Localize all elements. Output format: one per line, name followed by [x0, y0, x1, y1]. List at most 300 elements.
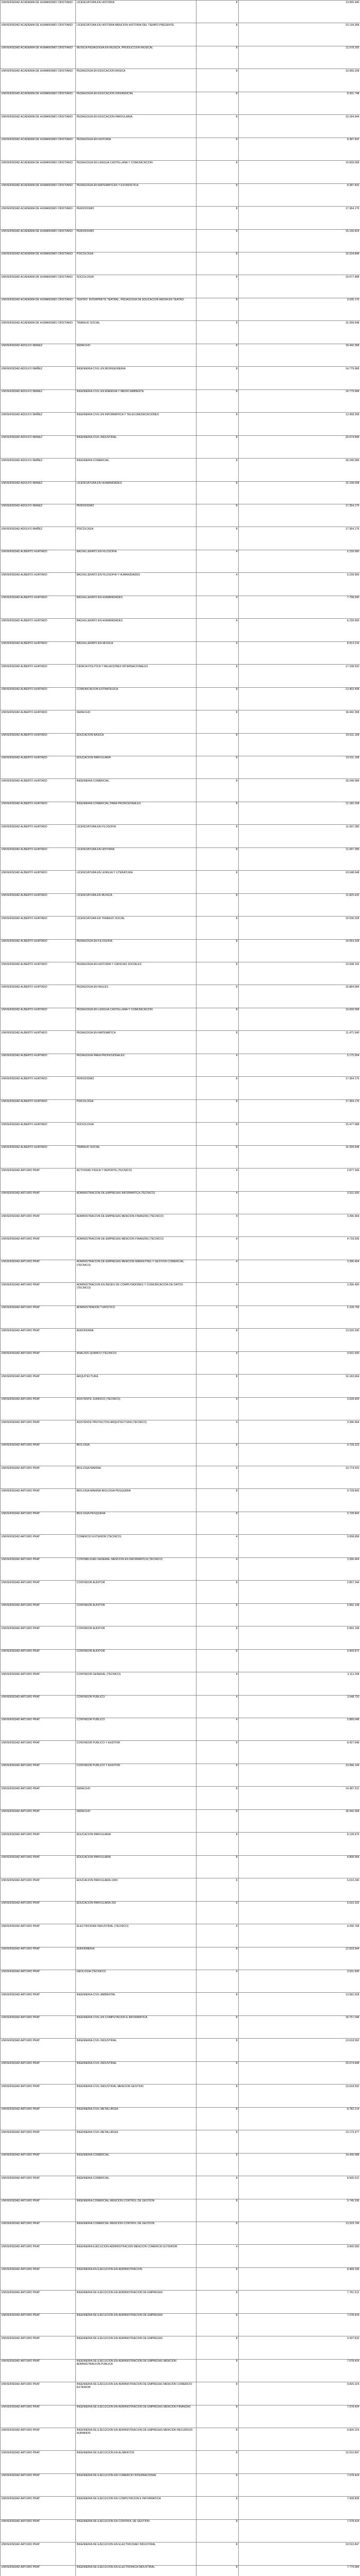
tuition-cell: 9.820.224 — [239, 2428, 360, 2451]
program-cell: INGENIERIA CIVIL EN BIOINGENIERIA — [76, 367, 197, 389]
tuition-cell: 9.909.872 — [239, 1649, 360, 1672]
program-cell: INGENIERIA COMERCIAL MENCION CONTROL DE GESTION — [76, 2199, 197, 2222]
table-row — [1, 69, 360, 92]
program-cell: CONTADOR AUDITOR — [76, 1581, 197, 1603]
duration-cell: 8 — [197, 1809, 239, 1832]
tuition-cell: 6.610.332 — [239, 1901, 360, 1924]
table-row — [1, 1145, 360, 1168]
tuition-cell: 8.808.584 — [239, 1855, 360, 1878]
institution-cell: UNIVERSIDAD ARTURO PRAT — [1, 1809, 76, 1832]
tuition-cell: 11.471.640 — [239, 1031, 360, 1054]
program-cell: AGRONOMIA — [76, 1329, 197, 1351]
program-cell: INGENIERIA DE EJECUCION EN ADMINISTRACION DE EMPRESAS MENCION FINANZAS — [76, 2405, 197, 2428]
institution-cell: UNIVERSIDAD ALBERTO HURTADO — [1, 871, 76, 893]
duration-cell: 8 — [197, 298, 239, 320]
program-cell: ACTIVIDAD FISICA Y DEPORTE (TECNICO) — [76, 1168, 197, 1191]
program-cell: INGENIERIA CIVIL EN ENERGIA Y MEDIO AMBIENTE — [76, 389, 197, 412]
program-cell: PEDAGOGIA EN EDUCACION DIFERENCIAL — [76, 92, 197, 114]
duration-cell: 8 — [197, 1145, 239, 1168]
institution-cell: UNIVERSIDAD ARTURO PRAT — [1, 2130, 76, 2153]
institution-cell: UNIVERSIDAD ARTURO PRAT — [1, 1787, 76, 1809]
institution-cell: UNIVERSIDAD ADOLFO IBAÑEZ — [1, 481, 76, 504]
program-cell: ADMINISTRADOR TURISTICO — [76, 1306, 197, 1328]
table-row — [1, 710, 360, 733]
table-row — [1, 1237, 360, 1260]
institution-cell: UNIVERSIDAD ARTURO PRAT — [1, 2291, 76, 2313]
table-row — [1, 1878, 360, 1901]
tuition-cell: 15.150.824 — [239, 229, 360, 252]
institution-cell: UNIVERSIDAD ALBERTO HURTADO — [1, 710, 76, 733]
duration-cell: 8 — [197, 413, 239, 435]
table-row — [1, 2130, 360, 2153]
table-row — [1, 2199, 360, 2222]
institution-cell: UNIVERSIDAD ADOLFO IBAÑEZ — [1, 367, 76, 389]
duration-cell: 8 — [197, 2405, 239, 2428]
program-cell: BIOLOGIA MARINA-BIOLOGIA PESQUERA — [76, 1489, 197, 1512]
tuition-cell: 6.610.240 — [239, 1878, 360, 1901]
duration-cell: 4 — [197, 1054, 239, 1076]
institution-cell: UNIVERSIDAD ADOLFO IBAÑEZ — [1, 459, 76, 481]
duration-cell: 8 — [197, 2543, 239, 2565]
table-row — [1, 1031, 360, 1054]
duration-cell: 8 — [197, 2153, 239, 2176]
table-row — [1, 2153, 360, 2176]
duration-cell: 4 — [197, 2245, 239, 2267]
duration-cell: 8 — [197, 2519, 239, 2542]
duration-cell: 8 — [197, 1466, 239, 1489]
tuition-cell: 20.674.848 — [239, 435, 360, 458]
tuition-cell: 18.442.368 — [239, 1809, 360, 1832]
duration-cell: 8 — [197, 1489, 239, 1512]
duration-cell: 8 — [197, 527, 239, 550]
tuition-cell: 8.468.296 — [239, 2267, 360, 2290]
program-cell: BACHILLERATO EN MUSICA — [76, 641, 197, 664]
program-cell: CONTABILIDAD GENERAL MENCION EN INFORMATICA (TECNICO) — [76, 1557, 197, 1580]
table-row — [1, 207, 360, 229]
program-cell: INGENIERIA EN EJECUCION EN ADMINISTRACION — [76, 2267, 197, 2290]
duration-cell: 8 — [197, 2336, 239, 2359]
duration-cell: 8 — [197, 1077, 239, 1099]
program-cell: ANALISIS QUIMICO (TECNICO) — [76, 1351, 197, 1374]
tuition-cell: 9.745.336 — [239, 2199, 360, 2222]
institution-cell: UNIVERSIDAD ACADEMIA DE HUMANISMO CRISTIANO — [1, 229, 76, 252]
table-row — [1, 1672, 360, 1695]
institution-cell: UNIVERSIDAD ALBERTO HURTADO — [1, 893, 76, 916]
tuition-cell: 10.609.568 — [239, 161, 360, 183]
program-cell: ADMINISTRACION DE EMPRESAS MENCION FINANZAS (TECNICO) — [76, 1237, 197, 1260]
program-cell: PEDAGOGIA EN MATEMATICA — [76, 1031, 197, 1054]
program-cell: PERIODISMO — [76, 1077, 197, 1099]
institution-cell: UNIVERSIDAD ARTURO PRAT — [1, 2267, 76, 2290]
table-row — [1, 2359, 360, 2382]
table-row — [1, 459, 360, 481]
table-row — [1, 1077, 360, 1099]
program-cell: COMUNICACION ESTRATEGICA — [76, 687, 197, 710]
program-cell: CIENCIA POLITICA Y RELACIONES INTERNACIONALES — [76, 665, 197, 687]
duration-cell: 8 — [197, 1099, 239, 1122]
institution-cell: UNIVERSIDAD ALBERTO HURTADO — [1, 1077, 76, 1099]
program-cell: PERIODISMO — [76, 504, 197, 527]
tuition-cell: 14.430.088 — [239, 2153, 360, 2176]
institution-cell: UNIVERSIDAD ARTURO PRAT — [1, 1420, 76, 1443]
tuition-cell: 3.531.600 — [239, 1351, 360, 1374]
table-row — [1, 2473, 360, 2496]
tuition-cell: 9.728.223 — [239, 1443, 360, 1466]
tuition-cell: 17.108.520 — [239, 665, 360, 687]
tuition-cell: 7.779.584 — [239, 2565, 360, 2576]
institution-cell: UNIVERSIDAD ALBERTO HURTADO — [1, 619, 76, 641]
duration-cell: 8 — [197, 1649, 239, 1672]
program-cell: CONTADOR PUBLICO — [76, 1718, 197, 1740]
table-row — [1, 1626, 360, 1649]
duration-cell: 8 — [197, 46, 239, 69]
institution-cell: UNIVERSIDAD ALBERTO HURTADO — [1, 962, 76, 985]
program-cell: PERIODISMO — [76, 207, 197, 229]
duration-cell: 4 — [197, 1970, 239, 1992]
tuition-cell: 10.184.944 — [239, 115, 360, 138]
institution-cell: UNIVERSIDAD ARTURO PRAT — [1, 2199, 76, 2222]
duration-cell: 8 — [197, 23, 239, 46]
table-row — [1, 2336, 360, 2359]
program-cell: SOCIOLOGIA — [76, 275, 197, 298]
tuition-cell: 18.757.048 — [239, 2015, 360, 2038]
table-row — [1, 1466, 360, 1489]
tuition-cell: 3.396.464 — [239, 1260, 360, 1282]
table-row — [1, 871, 360, 893]
institution-cell: UNIVERSIDAD ACADEMIA DE HUMANISMO CRISTIANO — [1, 298, 76, 320]
tuition-cell: 11.825.632 — [239, 893, 360, 916]
duration-cell: 8 — [197, 1581, 239, 1603]
table-row — [1, 1970, 360, 1992]
institution-cell: UNIVERSIDAD ARTURO PRAT — [1, 1855, 76, 1878]
institution-cell: UNIVERSIDAD ACADEMIA DE HUMANISMO CRISTIANO — [1, 92, 76, 114]
program-cell: LICENCIATURA EN HISTORIA — [76, 848, 197, 870]
institution-cell: UNIVERSIDAD ARTURO PRAT — [1, 1512, 76, 1534]
program-cell: INGENIERIA CIVIL METALURGIA — [76, 2130, 197, 2153]
institution-cell: UNIVERSIDAD ARTURO PRAT — [1, 1718, 76, 1740]
institution-cell: UNIVERSIDAD ALBERTO HURTADO — [1, 1031, 76, 1054]
duration-cell: 8 — [197, 1123, 239, 1145]
table-row — [1, 2245, 360, 2267]
program-cell: INGENIERIA DE EJECUCION EN ADMINISTRACION DE EMPRESAS MENCION ADMINISTRACION PUBLICA — [76, 2359, 197, 2382]
duration-cell: 8 — [197, 985, 239, 1008]
table-row — [1, 1695, 360, 1718]
duration-cell: 8 — [197, 138, 239, 160]
table-row — [1, 1375, 360, 1397]
program-cell: ADMINISTRACION DE EMPRESAS INFORMATICA (TECNICO) — [76, 1191, 197, 1214]
tuition-cell: 15.477.688 — [239, 1123, 360, 1145]
institution-cell: UNIVERSIDAD ARTURO PRAT — [1, 2473, 76, 2496]
tuition-cell: 9.030.176 — [239, 298, 360, 320]
program-cell: PEDAGOGIA EN LENGUA CASTELLANA Y COMUNICACION — [76, 1008, 197, 1030]
institution-cell: UNIVERSIDAD ARTURO PRAT — [1, 1581, 76, 1603]
table-row — [1, 1993, 360, 2015]
duration-cell: 4 — [197, 573, 239, 596]
table-row — [1, 389, 360, 412]
program-cell: LICENCIATURA EN LENGUA Y LITERATURA — [76, 871, 197, 893]
institution-cell: UNIVERSIDAD ALBERTO HURTADO — [1, 756, 76, 778]
table-row — [1, 115, 360, 138]
program-cell: PEDAGOGIA EN HISTORIA — [76, 138, 197, 160]
duration-cell: 8 — [197, 2130, 239, 2153]
tuition-cell: 5.889.048 — [239, 1718, 360, 1740]
tuition-cell: 11.697.280 — [239, 848, 360, 870]
table-row — [1, 802, 360, 824]
table-row — [1, 1901, 360, 1924]
duration-cell: 8 — [197, 2039, 239, 2061]
tuition-cell: 15.108.008 — [239, 481, 360, 504]
program-cell: TRABAJO SOCIAL — [76, 1145, 197, 1168]
duration-cell: 8 — [197, 389, 239, 412]
table-row — [1, 1764, 360, 1786]
institution-cell: UNIVERSIDAD ARTURO PRAT — [1, 1626, 76, 1649]
duration-cell: 8 — [197, 1855, 239, 1878]
program-cell: INGENIERIA DE EJECUCION EN ELECTRICIDAD INDUSTRIAL — [76, 2543, 197, 2565]
program-cell: SOCIOLOGIA — [76, 1123, 197, 1145]
institution-cell: UNIVERSIDAD ACADEMIA DE HUMANISMO CRISTIANO — [1, 275, 76, 298]
duration-cell: 8 — [197, 802, 239, 824]
program-cell: DERECHO — [76, 344, 197, 366]
tuition-cell: 14.577.488 — [239, 275, 360, 298]
institution-cell: UNIVERSIDAD ARTURO PRAT — [1, 2153, 76, 2176]
table-row — [1, 527, 360, 550]
duration-cell: 8 — [197, 2061, 239, 2084]
tuition-cell: 16.399.648 — [239, 321, 360, 344]
program-cell: PEDAGOGIA PARA PROFESIONALES — [76, 1054, 197, 1076]
duration-cell: 8 — [197, 2199, 239, 2222]
table-row — [1, 687, 360, 710]
tuition-cell: 10.510.847 — [239, 2543, 360, 2565]
duration-cell: 8 — [197, 2451, 239, 2473]
duration-cell: 8 — [197, 161, 239, 183]
institution-cell: UNIVERSIDAD ARTURO PRAT — [1, 1649, 76, 1672]
table-row — [1, 252, 360, 275]
table-row — [1, 1099, 360, 1122]
program-cell: INGENIERIA CIVIL INDUSTRIAL — [76, 435, 197, 458]
duration-cell: 4 — [197, 1237, 239, 1260]
program-cell: CONTADOR AUDITOR — [76, 1603, 197, 1626]
tuition-cell: 11.578.255 — [239, 46, 360, 69]
institution-cell: UNIVERSIDAD ARTURO PRAT — [1, 1764, 76, 1786]
duration-cell: 8 — [197, 2382, 239, 2405]
duration-cell: 8 — [197, 756, 239, 778]
table-row — [1, 2565, 360, 2576]
duration-cell: 4 — [197, 1168, 239, 1191]
program-cell: INGENIERIA DE EJECUCION EN ADMINISTRACION DE EMPRESAS — [76, 2336, 197, 2359]
duration-cell: 8 — [197, 1031, 239, 1054]
tuition-cell: 16.183.664 — [239, 1375, 360, 1397]
institution-cell: UNIVERSIDAD ALBERTO HURTADO — [1, 917, 76, 939]
table-row — [1, 2543, 360, 2565]
table-row — [1, 1, 360, 23]
program-cell: INGENIERIA CIVIL EN COMPUTACION E INFORMATICA — [76, 2015, 197, 2038]
table-row — [1, 962, 360, 985]
table-row — [1, 733, 360, 756]
program-cell: ASISTENTE PROYECTOS ARQUITECTURA (TECNICO) — [76, 1420, 197, 1443]
table-row — [1, 2015, 360, 2038]
table-row — [1, 917, 360, 939]
program-cell: PEDAGOGIA EN EDUCACION BASICA — [76, 69, 197, 92]
institution-cell: UNIVERSIDAD ADOLFO IBAÑEZ — [1, 344, 76, 366]
institution-cell: UNIVERSIDAD ACADEMIA DE HUMANISMO CRISTIANO — [1, 115, 76, 138]
tuition-cell: 10.609.568 — [239, 1008, 360, 1030]
institution-cell: UNIVERSIDAD ARTURO PRAT — [1, 2084, 76, 2107]
tuition-cell: 12.818.944 — [239, 1947, 360, 1970]
duration-cell: 8 — [197, 2473, 239, 2496]
program-cell: INGENIERIA COMERCIAL — [76, 2153, 197, 2176]
tuition-cell: 6.239.960 — [239, 619, 360, 641]
program-cell: EDUCACION BASICA — [76, 733, 197, 756]
duration-cell: 8 — [197, 2176, 239, 2199]
table-row — [1, 435, 360, 458]
duration-cell: 8 — [197, 1, 239, 23]
duration-cell: 8 — [197, 459, 239, 481]
program-cell: PERIODISMO — [76, 229, 197, 252]
table-row — [1, 2382, 360, 2405]
duration-cell: 4 — [197, 1420, 239, 1443]
tuition-cell: 9.820.224 — [239, 2382, 360, 2405]
program-cell: INGENIERIA DE EJECUCION EN CONTROL DE GESTION — [76, 2519, 197, 2542]
institution-cell: UNIVERSIDAD ARTURO PRAT — [1, 1489, 76, 1512]
program-cell: PEDAGOGIA EN HISTORIA Y CIENCIAS SOCIALES — [76, 962, 197, 985]
institution-cell: UNIVERSIDAD ARTURO PRAT — [1, 2405, 76, 2428]
program-cell: EDUCACION PARVULARIA — [76, 1833, 197, 1855]
tuition-cell: 18.240.584 — [239, 459, 360, 481]
table-row — [1, 1718, 360, 1740]
duration-cell: 4 — [197, 1695, 239, 1718]
duration-cell: 4 — [197, 619, 239, 641]
table-row — [1, 2519, 360, 2542]
table-row — [1, 413, 360, 435]
table-row — [1, 1535, 360, 1557]
table-row — [1, 1581, 360, 1603]
table-row — [1, 2428, 360, 2451]
tuition-cell: 3.396.464 — [239, 1420, 360, 1443]
program-cell: TEATRO: INTERPRETE TEATRAL, PEDAGOGIA DE EDUCACION MEDIA EN TEATRO — [76, 298, 197, 320]
table-row — [1, 641, 360, 664]
tuition-cell: 3.628.400 — [239, 1397, 360, 1420]
duration-cell: 4 — [197, 1283, 239, 1306]
program-cell: LICENCIATURA EN HUMANIDADES — [76, 481, 197, 504]
institution-cell: UNIVERSIDAD ALBERTO HURTADO — [1, 550, 76, 572]
table-row — [1, 2039, 360, 2061]
table-row — [1, 1741, 360, 1764]
tuition-cell: 11.182.208 — [239, 802, 360, 824]
institution-cell: UNIVERSIDAD ALBERTO HURTADO — [1, 779, 76, 802]
table-row — [1, 893, 360, 916]
program-cell: MUSICA PEDAGOGIA EN MUSICA, PRODUCCION MUSICAL — [76, 46, 197, 69]
program-cell: INGENIERIA CIVIL METALURGIA — [76, 2107, 197, 2130]
table-row — [1, 2405, 360, 2428]
table-row — [1, 1054, 360, 1076]
institution-cell: UNIVERSIDAD ARTURO PRAT — [1, 1878, 76, 1901]
institution-cell: UNIVERSIDAD ARTURO PRAT — [1, 1970, 76, 1992]
tuition-cell: 7.798.640 — [239, 596, 360, 618]
duration-cell: 8 — [197, 1512, 239, 1534]
program-cell: LICENCIATURA EN HISTORIA MENCION HISTORIA DEL TIEMPO PRESENTE — [76, 23, 197, 46]
institution-cell: UNIVERSIDAD ACADEMIA DE HUMANISMO CRISTIANO — [1, 161, 76, 183]
duration-cell: 8 — [197, 275, 239, 298]
tuition-cell: 14.779.968 — [239, 367, 360, 389]
program-cell: CONTADOR GENERAL (TECNICO) — [76, 1672, 197, 1695]
table-row — [1, 619, 360, 641]
tuition-cell: 10.048.648 — [239, 871, 360, 893]
tuition-cell: 3.658.808 — [239, 1535, 360, 1557]
table-row — [1, 1489, 360, 1512]
institution-cell: UNIVERSIDAD ADOLFO IBAÑEZ — [1, 527, 76, 550]
duration-cell: 4 — [197, 596, 239, 618]
institution-cell: UNIVERSIDAD ARTURO PRAT — [1, 1695, 76, 1718]
duration-cell: 4 — [197, 1672, 239, 1695]
table-row — [1, 939, 360, 962]
tuition-cell: 5.228.768 — [239, 1306, 360, 1328]
institution-cell: UNIVERSIDAD ARTURO PRAT — [1, 1283, 76, 1306]
tuition-cell: 8.128.576 — [239, 1833, 360, 1855]
table-row — [1, 46, 360, 69]
table-row — [1, 756, 360, 778]
program-cell: GEOLOGIA (TECNICO) — [76, 1970, 197, 1992]
tuition-cell: 17.364.176 — [239, 1099, 360, 1122]
duration-cell: 8 — [197, 1833, 239, 1855]
institution-cell: UNIVERSIDAD ALBERTO HURTADO — [1, 825, 76, 848]
program-cell: DERECHO — [76, 1787, 197, 1809]
table-row — [1, 1306, 360, 1328]
duration-cell: 8 — [197, 92, 239, 114]
institution-cell: UNIVERSIDAD ACADEMIA DE HUMANISMO CRISTIANO — [1, 138, 76, 160]
table-row — [1, 344, 360, 366]
program-cell: INGENIERIA CIVIL AMBIENTAL — [76, 1993, 197, 2015]
duration-cell: 8 — [197, 2565, 239, 2576]
institution-cell: UNIVERSIDAD ALBERTO HURTADO — [1, 848, 76, 870]
duration-cell: 8 — [197, 2222, 239, 2244]
duration-cell: 8 — [197, 1626, 239, 1649]
table-row — [1, 1168, 360, 1191]
duration-cell: 4 — [197, 641, 239, 664]
table-row — [1, 1443, 360, 1466]
duration-cell: 8 — [197, 183, 239, 206]
duration-cell: 8 — [197, 1741, 239, 1764]
tuition-cell: 13.582.928 — [239, 1993, 360, 2015]
table-row — [1, 825, 360, 848]
duration-cell: 8 — [197, 962, 239, 985]
tuition-cell: 17.364.176 — [239, 1077, 360, 1099]
tuition-cell: 3.531.600 — [239, 1191, 360, 1214]
table-row — [1, 2107, 360, 2130]
institution-cell: UNIVERSIDAD ARTURO PRAT — [1, 1466, 76, 1489]
institution-cell: UNIVERSIDAD ALBERTO HURTADO — [1, 641, 76, 664]
institution-cell: UNIVERSIDAD ARTURO PRAT — [1, 1260, 76, 1282]
table-row — [1, 573, 360, 596]
institution-cell: UNIVERSIDAD ARTURO PRAT — [1, 1443, 76, 1466]
duration-cell: 4 — [197, 1397, 239, 1420]
tuition-cell: 8.913.216 — [239, 641, 360, 664]
table-row — [1, 1649, 360, 1672]
table-row — [1, 23, 360, 46]
program-cell: INGENIERIA DE EJECUCION EN ALIMENTOS — [76, 2451, 197, 2473]
tuition-cell: 8.201.748 — [239, 92, 360, 114]
institution-cell: UNIVERSIDAD ARTURO PRAT — [1, 2336, 76, 2359]
duration-cell: 8 — [197, 848, 239, 870]
tuition-cell: 10.611.168 — [239, 733, 360, 756]
program-cell: INGENIERIA EJECUCION ADMINISTRACION MENCION COMERCIO EXTERIOR — [76, 2245, 197, 2267]
table-row — [1, 183, 360, 206]
institution-cell: UNIVERSIDAD ARTURO PRAT — [1, 2015, 76, 2038]
table-row — [1, 481, 360, 504]
duration-cell: 8 — [197, 252, 239, 275]
duration-cell: 4 — [197, 1718, 239, 1740]
program-cell: ASISTENTE JURIDICO (TECNICO) — [76, 1397, 197, 1420]
program-cell: LICENCIATURA EN MUSICA — [76, 893, 197, 916]
